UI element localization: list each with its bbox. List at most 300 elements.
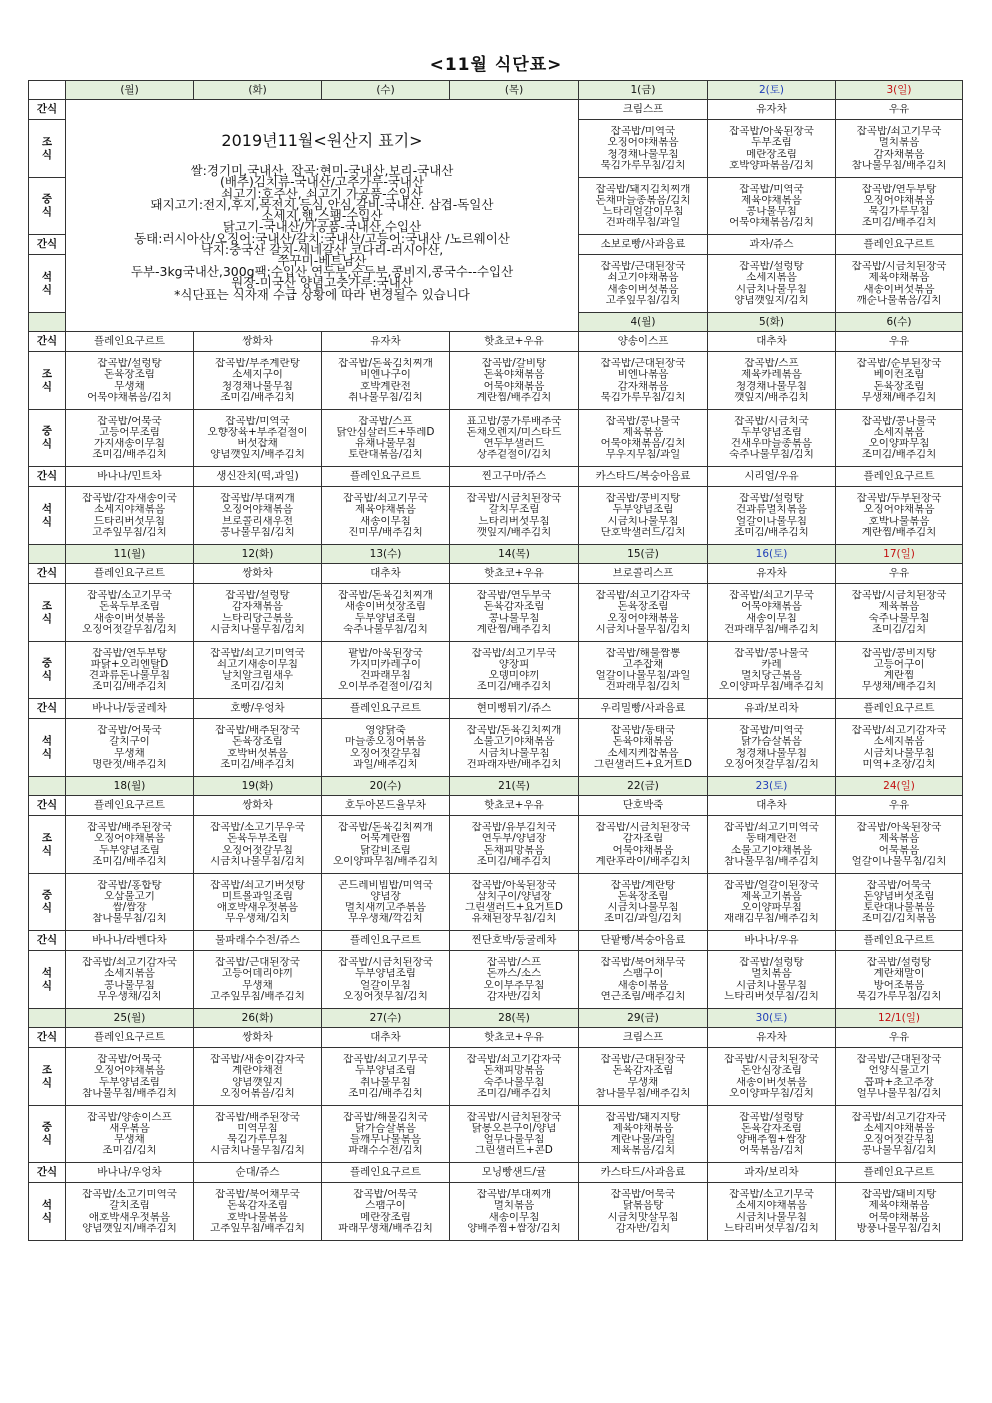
menu-table [28, 80, 963, 1241]
meal-item: 숙주나물무침/김치 [343, 623, 428, 635]
meal-item: 고추잎무침/배추김치 [210, 1222, 305, 1234]
meal-item: 잡곡밥/부추계란탕 [215, 358, 300, 370]
meal-item: 토란대나물볶음 [863, 902, 935, 913]
lunch-sun [836, 874, 963, 931]
day-header-tue: 5(화) [708, 313, 836, 332]
meal-item: 소세지야채볶음 [93, 504, 165, 516]
dinner-fri [579, 719, 708, 777]
week-3-days-row [29, 545, 963, 564]
meal-item: 돈육감자조림 [612, 1065, 674, 1077]
meal-item: 청경채나물무침 [735, 747, 807, 759]
meal-item: 잡곡밥/시금치된장국 [851, 261, 947, 273]
meal-item: 제육볶음/김치 [610, 1145, 676, 1157]
meal-item: 조미김/배추김치 [92, 449, 167, 461]
meal-item: 잡곡밥/미역국 [739, 183, 804, 195]
row-label-lunch [29, 410, 66, 467]
meal-item: 양념깻잎지/배추김치 [210, 449, 305, 461]
snack2-thu: 현미뻥튀기/쥬스 [450, 699, 579, 719]
week-2-snack1-row [29, 332, 963, 352]
meal-item: 조미김/배추김치 [734, 526, 809, 538]
meal-item: 시금치나물무침 [735, 979, 807, 991]
meal-item: 돈육감자조림 [741, 1122, 802, 1134]
snack1-sun: 우유 [836, 332, 963, 352]
meal-item: 새송이버섯볶음 [735, 1076, 807, 1088]
snack1-wed: 호두아몬드율무차 [322, 796, 450, 816]
day-header-mon: 25(월) [66, 1009, 194, 1028]
meal-item: 소불고기야채볶음 [473, 736, 555, 748]
row-label-text: 석식 [41, 966, 53, 992]
breakfast-fri [579, 352, 708, 410]
meal-item: 소세지볶음 [104, 968, 155, 980]
meal-item: 잡곡밥/북어채무국 [600, 957, 686, 969]
breakfast-thu [450, 352, 579, 410]
notice-line: 두부-3kg국내산,300g팩:수입산 연두부,순두부,콩비지,콩국수--수입산 [130, 264, 514, 280]
meal-item: 멸치볶음 [878, 137, 920, 149]
w1-lunch-fri [579, 178, 708, 235]
row-label-dinner [29, 951, 66, 1009]
meal-item: 미트볼과일조림 [221, 890, 293, 902]
snack2-fri: 단팥빵/복숭아음료 [579, 931, 708, 951]
dinner-tue [194, 951, 322, 1009]
dinner-fri [579, 951, 708, 1009]
row-label-dinner: 석식 [29, 255, 66, 313]
snack2-mon: 바나나/라벤다차 [66, 931, 194, 951]
breakfast-mon [66, 1048, 194, 1106]
meal-item: 돈채피망볶음 [483, 1065, 545, 1077]
meal-item: 새송이무침 [488, 1211, 540, 1223]
meal-item: 과일/배추김치 [353, 758, 418, 770]
meal-item: 그린샐러드+요거트D [593, 758, 693, 770]
meal-item: 메란장조림 [360, 1211, 411, 1223]
lunch-fri [579, 1106, 708, 1163]
day-header-tue: 12(화) [194, 545, 322, 564]
meal-item: 얼갈이무침 [360, 979, 411, 991]
breakfast-sun [836, 584, 963, 642]
meal-item: 돈육장조림 [232, 736, 283, 748]
day-header-thu: 14(목) [450, 545, 579, 564]
meal-item: 시금치나물무침 [735, 1211, 807, 1223]
meal-item: 잡곡밥/스프 [486, 957, 542, 969]
breakfast-sun [836, 352, 963, 410]
meal-item: 잡곡밥/아욱된장국 [729, 126, 814, 138]
meal-item: 재래김무침/배추김치 [724, 913, 819, 925]
meal-item: 조미김/배추김치 [220, 391, 295, 403]
meal-item: 견과류돈나물무침 [88, 670, 171, 681]
meal-item: 미역무침 [237, 1122, 278, 1134]
meal-item: 방풍나물무침/김치 [856, 1222, 942, 1234]
meal-item: 애호박새우젓볶음 [88, 1211, 171, 1223]
day-header-fri: 15(금) [579, 545, 708, 564]
meal-item: 무생채 [242, 979, 273, 991]
meal-item: 닭갈비조림 [360, 844, 411, 856]
meal-item: 시금치나물무침 [478, 747, 550, 759]
meal-item: 잡곡밥/설렁탕 [739, 493, 804, 505]
row-label-text: 석식 [41, 734, 53, 760]
day-header-tue: 26(화) [194, 1009, 322, 1028]
meal-item: 제육볶음 [878, 833, 920, 845]
meal-item: 소세지구이 [232, 369, 283, 381]
meal-item: 깨순나물볶음/김치 [856, 294, 942, 306]
meal-item: 잡곡밥/연두부국 [476, 590, 552, 602]
meal-item: 돈까스/소스 [486, 968, 542, 980]
meal-item: 호박계란전 [360, 380, 411, 392]
meal-item: 조미김/배추김치 [476, 1087, 552, 1099]
breakfast-thu [450, 1048, 579, 1106]
week-4-days-row [29, 777, 963, 796]
snack1-mon: 플레인요구르트 [66, 564, 194, 584]
w1-breakfast-fri [579, 120, 708, 178]
meal-item: 돈육야채볶음 [612, 736, 674, 748]
meal-item: 두부양념조림 [612, 504, 674, 516]
meal-item: 애호박새우젓볶음 [216, 902, 299, 913]
week-3-snack2-row [29, 699, 963, 719]
meal-item: 돈육두부조림 [227, 833, 288, 845]
meal-item: 쇠고기야채볶음 [607, 272, 679, 284]
meal-item: 오뎅미야끼 [488, 670, 540, 681]
day-header-sun: 17(일) [836, 545, 963, 564]
w1-dinner-sun [836, 255, 963, 313]
meal-item: 오이양파무침/배추김치 [333, 855, 438, 867]
header-mon: (월) [66, 81, 194, 100]
meal-item: 시금치나물무침 [607, 515, 679, 527]
row-label-lunch [29, 642, 66, 699]
meal-item: 건파래무침/김치 [605, 681, 681, 693]
meal-item: 조미김/배추김치 [348, 1087, 423, 1099]
meal-item: 잡곡밥/스프 [358, 415, 413, 427]
meal-item: 잡곡밥/배추된장국 [215, 1111, 300, 1123]
breakfast-wed [322, 352, 450, 410]
meal-item: 오향장육+부추겉절이 [207, 426, 308, 438]
meal-item: 건과류멸치볶음 [735, 504, 807, 516]
meal-item: 오이부추무침 [483, 979, 545, 991]
meal-item: 묵김가루무침/김치 [856, 990, 942, 1002]
meal-item: 어묵야채볶음/김치 [729, 217, 814, 229]
breakfast-wed [322, 1048, 450, 1106]
snack2-sat: 바나나/우유 [708, 931, 836, 951]
meal-item: 갈치구이 [109, 736, 150, 748]
meal-item: 그린샐러드+콘D [475, 1145, 553, 1157]
w1-dinner-sat [708, 255, 836, 313]
meal-item: 조미김/배추김치 [92, 855, 167, 867]
dinner-sun [836, 1183, 963, 1241]
meal-item: 잡곡밥/쇠고기무국 [343, 1054, 428, 1066]
meal-item: 고추잎무침/김치 [92, 526, 167, 538]
meal-item: 돈채오렌지/미스타드 [466, 426, 562, 438]
row-label-text: 석식 [41, 502, 53, 528]
meal-item: 어묵야채볶음 [868, 1211, 930, 1223]
w1-snack1-row [29, 100, 963, 120]
week-2-breakfast-row [29, 352, 963, 410]
meal-item: 양념장 [370, 890, 401, 902]
meal-item: 숙주나물무침 [483, 1076, 545, 1088]
meal-item: 잡곡밥/배추된장국 [215, 725, 300, 737]
row-label-snack: 간식 [29, 1163, 66, 1183]
lunch-wed [322, 410, 450, 467]
row-label-dinner [29, 1183, 66, 1241]
lunch-fri [579, 874, 708, 931]
meal-item: 잡곡밥/홍합탕 [97, 879, 162, 891]
meal-item: 오이양파무침 [741, 902, 802, 913]
meal-item: 잡곡밥/근대된장국 [600, 1054, 686, 1066]
snack2-sat: 과자/보리차 [708, 1163, 836, 1183]
meal-item: 깻잎지/배추김치 [734, 391, 809, 403]
meal-item: 잡곡밥/돼비지탕 [861, 1189, 937, 1201]
meal-item: 취나물무침 [360, 1076, 411, 1088]
snack1-thu: 핫쵸코+우유 [450, 1028, 579, 1048]
meal-item: 시금치나물무침 [863, 747, 935, 759]
row-label-dinner [29, 719, 66, 777]
snack2-sat: 유과/보리차 [708, 699, 836, 719]
meal-item: 갈치조림 [109, 1200, 150, 1212]
meal-item: 삼치구이/양념장 [476, 890, 552, 902]
meal-item: 오징어야채볶음 [863, 194, 935, 206]
dinner-wed [322, 719, 450, 777]
meal-item: 소세지볶음 [746, 272, 797, 284]
row-label-snack: 간식 [29, 699, 66, 719]
meal-item: 감자반/김치 [486, 990, 542, 1002]
meal-item: 잡곡밥/설렁탕 [739, 957, 804, 969]
meal-item: 호박나물볶음 [868, 515, 930, 527]
week-2-snack2-row [29, 467, 963, 487]
snack2-tue: 물파래수수전/쥬스 [194, 931, 322, 951]
meal-item: 묵김가루무침/김치 [600, 391, 686, 403]
meal-item: 연두부/양념장 [481, 833, 547, 845]
row-label-breakfast [29, 352, 66, 410]
week-5-lunch-row [29, 1106, 963, 1163]
meal-item: 연근조림/배추김치 [600, 990, 686, 1002]
corner-cell [29, 545, 66, 564]
meal-item: 동태계란전 [746, 833, 797, 845]
meal-item: 잡곡밥/양송이스프 [87, 1111, 172, 1123]
row-label-text: 중식 [41, 1121, 53, 1146]
meal-item: 무우지무침/과일 [605, 449, 681, 461]
meal-item: 멸치새끼고추볶음 [344, 902, 427, 913]
meal-item: 잡곡밥/콩나물국 [605, 415, 681, 427]
meal-item: 계란찜 [883, 670, 915, 681]
lunch-wed [322, 874, 450, 931]
meal-item: 시금치나물무침 [735, 283, 807, 295]
meal-item: 느타리버섯무침/김치 [724, 990, 819, 1002]
breakfast-sat [708, 1048, 836, 1106]
meal-item: 잡곡밥/쇠고기무국 [856, 126, 942, 138]
snack1-tue: 쌍화차 [194, 1028, 322, 1048]
meal-item: 조미김/김치 [230, 681, 285, 693]
meal-item: 잡곡밥/배추된장국 [87, 822, 172, 834]
meal-item: 시금치나물무침/김치 [595, 623, 691, 635]
meal-item: 오징어젓갈무침 [349, 747, 421, 759]
w1-snack2-fri: 소보로빵/사과음료 [579, 235, 708, 255]
snack1-wed: 대추차 [322, 564, 450, 584]
meal-item: 고추잎무침/배추김치 [210, 990, 305, 1002]
week-5-days-row [29, 1009, 963, 1028]
meal-item: 계란찜/배추김치 [861, 526, 937, 538]
meal-item: 비엔나구이 [360, 369, 411, 381]
breakfast-wed [322, 584, 450, 642]
meal-item: 잡곡밥/소고기무우국 [210, 822, 305, 834]
notice-line: 낙지:중국산 갈치-세네갈산 코다리-러시아산, [200, 241, 444, 257]
snack1-tue: 쌍화차 [194, 796, 322, 816]
meal-item: 소불고기야채볶음 [730, 844, 813, 856]
meal-item: 콩나물무침 [488, 612, 540, 624]
meal-item: 제육볶음 [622, 426, 664, 438]
meal-item: 잡곡밥/시금치된장국 [595, 822, 691, 834]
meal-item: 콩나물무침 [104, 979, 155, 991]
meal-item: 베이컨조림 [873, 369, 925, 381]
meal-item: 건파래무침 [360, 670, 411, 681]
meal-item: 묵김가루무침/김치 [600, 159, 686, 171]
header-wed: (수) [322, 81, 450, 100]
meal-item: 돈육장조림 [873, 380, 925, 392]
meal-item: 새우볶음 [109, 1122, 150, 1134]
breakfast-sat [708, 584, 836, 642]
meal-item: 잡곡밥/소고기무국 [87, 590, 172, 602]
meal-item: 곤드레비빔밥/미역국 [338, 879, 433, 891]
meal-item: 양배추찜+쌈장 [736, 1134, 807, 1145]
breakfast-sun [836, 816, 963, 874]
snack1-fri: 크림스프 [579, 1028, 708, 1048]
row-label-text: 중식 [41, 657, 53, 682]
meal-item: 오징어야채볶음 [607, 612, 679, 624]
meal-item: 감자채볶음 [873, 148, 925, 160]
meal-item: 잡곡밥/어묵국 [97, 725, 162, 737]
meal-item: 양념깻잎지 [232, 1076, 283, 1088]
meal-item: 두부양념조림 [355, 968, 416, 980]
snack1-mon: 플레인요구르트 [66, 796, 194, 816]
meal-item: 무생채 [114, 1134, 145, 1145]
notice-title: 2019년11월<원산지 표기> [221, 131, 423, 151]
row-label-text: 조식 [41, 831, 53, 857]
row-label-breakfast [29, 1048, 66, 1106]
meal-item: 잡곡밥/북어채무국 [215, 1189, 300, 1201]
snack2-tue: 호빵/우엉차 [194, 699, 322, 719]
meal-item: 잡곡밥/콩나물국 [734, 647, 809, 659]
meal-item: 소세지야채볶음 [735, 1200, 807, 1212]
meal-item: 잡곡밥/소고기무국 [729, 1189, 814, 1201]
meal-item: 느타리얼갈이무침 [602, 206, 684, 217]
meal-item: 제육볶음 [878, 601, 920, 613]
meal-item: 돈육장조림 [617, 601, 669, 613]
meal-item: 오징어젓무침/김치 [343, 990, 428, 1002]
meal-item: 날치알크림새우 [221, 670, 293, 681]
meal-item: 잡곡밥/돼지김치찌개 [595, 183, 691, 195]
meal-item: 오징어볶음/김치 [220, 1087, 295, 1099]
meal-item: 유채된장무침/김치 [471, 913, 557, 925]
week-4-lunch-row [29, 874, 963, 931]
meal-item: 카레 [761, 658, 782, 670]
meal-item: 콩나물무침 [746, 206, 797, 217]
meal-item: 고등어무조림 [99, 426, 160, 438]
row-label-lunch [29, 1106, 66, 1163]
snack2-mon: 바나나/민트차 [66, 467, 194, 487]
breakfast-thu [450, 584, 579, 642]
snack1-sun: 우유 [836, 1028, 963, 1048]
notice-line: 닭고기-국내산/가공품-국내산,수입산 [222, 219, 422, 235]
snack1-thu: 핫쵸코+우유 [450, 332, 579, 352]
meal-item: 잡곡밥/쇠고기무국 [471, 647, 557, 659]
dinner-sun [836, 487, 963, 545]
row-label-text: 중식 [41, 425, 53, 450]
meal-item: 무생채/배추김치 [861, 681, 937, 693]
snack2-sun: 플레인요구르트 [836, 699, 963, 719]
day-header-thu: 28(목) [450, 1009, 579, 1028]
meal-item: 잡곡밥/유부김치국 [471, 822, 557, 834]
meal-item: 잡곡밥/아욱된장국 [856, 822, 942, 834]
meal-item: 얼갈이나물무침/김치 [851, 855, 947, 867]
day-header-fri: 29(금) [579, 1009, 708, 1028]
meal-item: 두부양념조림 [741, 426, 802, 438]
meal-item: 토란대볶음/김치 [348, 449, 423, 461]
lunch-tue [194, 410, 322, 467]
meal-item: 잡곡밥/설렁탕 [739, 261, 804, 273]
meal-item: 어묵볶음/김치 [739, 1145, 804, 1157]
snack2-fri: 우리밀빵/사과음료 [579, 699, 708, 719]
meal-item: 계란나물/과일 [610, 1134, 676, 1145]
snack2-fri: 카스타드/복숭아음료 [579, 467, 708, 487]
week-3-lunch-row [29, 642, 963, 699]
meal-item: 얼갈이나물무침/과일 [595, 670, 691, 681]
meal-item: 조미김/배추김치 [476, 855, 552, 867]
meal-item: 잡곡밥/어묵국 [353, 1189, 418, 1201]
snack2-thu: 모닝빵샌드/귤 [450, 1163, 579, 1183]
meal-item: 얼무나물무침/김치 [856, 1087, 942, 1099]
lunch-mon [66, 874, 194, 931]
row-label-text: 조식 [41, 1063, 53, 1089]
snack2-wed: 플레인요구르트 [322, 699, 450, 719]
row-label-snack: 간식 [29, 796, 66, 816]
meal-item: 참나물무침/배추김치 [595, 1087, 691, 1099]
meal-item: 잡곡밥/설렁탕 [97, 358, 162, 370]
w1-breakfast-sat [708, 120, 836, 178]
snack2-sun: 플레인요구르트 [836, 1163, 963, 1183]
day-header-sat: 23(토) [708, 777, 836, 796]
meal-item: 잡곡밥/해물김치국 [343, 1111, 428, 1123]
lunch-thu [450, 1106, 579, 1163]
week-3-dinner-row [29, 719, 963, 777]
w1-breakfast-sun [836, 120, 963, 178]
meal-item: 잡곡밥/어묵국 [97, 1054, 162, 1066]
meal-item: 새송이버섯볶음 [607, 283, 679, 295]
meal-item: 어묵계란찜 [360, 833, 411, 845]
w1-snack2-sat: 과자/쥬스 [708, 235, 836, 255]
breakfast-sun [836, 1048, 963, 1106]
meal-item: 닭봉오븐구이/양념 [471, 1122, 557, 1134]
meal-item: 진미무/배추김치 [348, 526, 423, 538]
breakfast-mon [66, 352, 194, 410]
meal-item: 잡곡밥/근대된장국 [600, 358, 686, 370]
lunch-mon [66, 410, 194, 467]
day-header-mon: 4(월) [579, 313, 708, 332]
meal-item: 소세지야채볶음 [863, 1122, 935, 1134]
row-label-text: 중식 [41, 889, 53, 914]
snack1-wed: 유자차 [322, 332, 450, 352]
meal-item: 참나물무침/배추김치 [724, 855, 819, 867]
meal-item: 고추잎무침/김치 [605, 294, 681, 306]
meal-item: 청경채나물무침 [735, 380, 807, 392]
lunch-tue [194, 1106, 322, 1163]
meal-item: 숙주나물무침 [868, 612, 930, 624]
meal-item: 소세지볶음 [873, 426, 925, 438]
meal-item: 그린샐러드+요거트D [464, 902, 564, 913]
meal-item: 오징어젓갈무침 [221, 844, 293, 856]
breakfast-mon [66, 584, 194, 642]
meal-item: 잡곡밥/쇠고기감자국 [82, 957, 177, 969]
row-label-lunch: 중식 [29, 178, 66, 235]
meal-item: 제육카레볶음 [741, 369, 802, 381]
meal-item: 들깨무나물볶음 [349, 1134, 421, 1145]
lunch-mon [66, 642, 194, 699]
meal-item: 잡곡밥/쇠고기감자국 [466, 1054, 562, 1066]
meal-item: 돈육감자조림 [227, 1200, 288, 1212]
